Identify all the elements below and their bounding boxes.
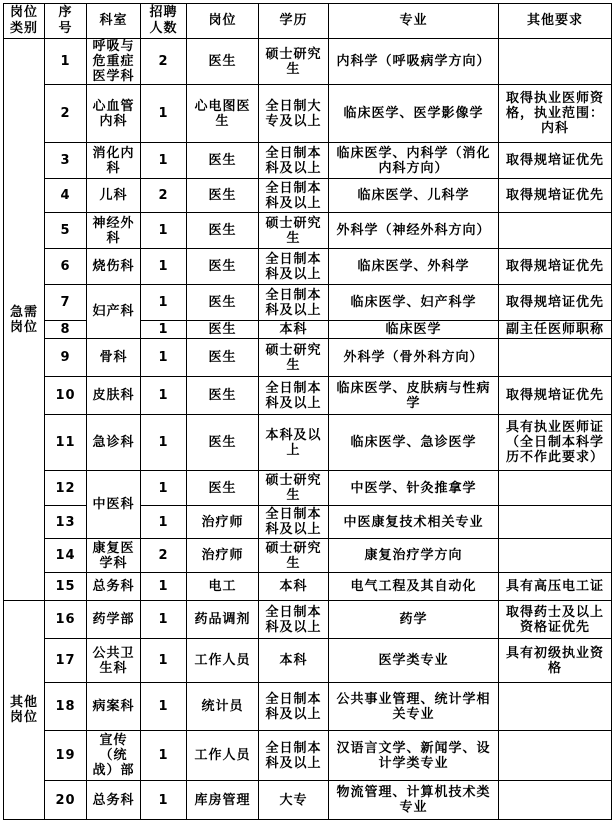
header-department: 科室 [87, 4, 141, 39]
education-cell: 硕士研究生 [259, 39, 329, 85]
department-cell: 心血管内科 [87, 85, 141, 143]
position-cell: 心电图医生 [187, 85, 259, 143]
education-cell: 硕士研究生 [259, 539, 329, 573]
header-row [4, 4, 612, 39]
table-row [4, 285, 612, 321]
education-cell: 全日制本科及以上 [259, 179, 329, 213]
recruitment-table [3, 3, 612, 820]
education-cell: 全日制本科及以上 [259, 683, 329, 731]
table-row [4, 85, 612, 143]
department-cell: 急诊科 [87, 415, 141, 471]
row-number-cell: 7 [45, 285, 87, 321]
table-row [4, 179, 612, 213]
department-cell: 宣传（统战）部 [87, 731, 141, 781]
position-cell: 医生 [187, 143, 259, 179]
department-cell: 总务科 [87, 573, 141, 601]
education-cell: 全日制本科及以上 [259, 285, 329, 321]
table-row [4, 249, 612, 285]
row-number-cell: 4 [45, 179, 87, 213]
position-cell: 统计员 [187, 683, 259, 731]
position-cell: 电工 [187, 573, 259, 601]
table-row [4, 377, 612, 415]
position-cell: 医生 [187, 377, 259, 415]
other-requirements-cell [499, 213, 612, 249]
position-cell: 工作人员 [187, 731, 259, 781]
position-cell: 药品调剂 [187, 601, 259, 639]
headcount-cell: 1 [141, 601, 187, 639]
headcount-cell: 2 [141, 539, 187, 573]
major-cell: 中医康复技术相关专业 [329, 506, 499, 539]
header-other-requirements: 其他要求 [499, 4, 612, 39]
other-requirements-cell [499, 39, 612, 85]
other-requirements-cell: 取得药士及以上资格证优先 [499, 601, 612, 639]
position-cell: 治疗师 [187, 539, 259, 573]
other-requirements-cell [499, 781, 612, 820]
major-cell: 医学类专业 [329, 639, 499, 683]
department-cell: 病案科 [87, 683, 141, 731]
position-cell: 医生 [187, 39, 259, 85]
education-cell: 全日制大专及以上 [259, 85, 329, 143]
header-category: 岗位类别 [4, 4, 45, 39]
position-cell: 医生 [187, 249, 259, 285]
other-requirements-cell [499, 683, 612, 731]
other-requirements-cell [499, 471, 612, 506]
education-cell: 本科 [259, 573, 329, 601]
other-requirements-cell [499, 539, 612, 573]
education-cell: 硕士研究生 [259, 213, 329, 249]
other-requirements-cell [499, 339, 612, 377]
education-cell: 本科及以上 [259, 415, 329, 471]
position-cell: 医生 [187, 471, 259, 506]
other-requirements-cell: 具有执业医师证（全日制本科学历不作此要求） [499, 415, 612, 471]
other-requirements-cell [499, 731, 612, 781]
row-number-cell: 19 [45, 731, 87, 781]
education-cell: 大专 [259, 781, 329, 820]
table-row [4, 339, 612, 377]
table-row [4, 639, 612, 683]
department-cell: 烧伤科 [87, 249, 141, 285]
row-number-cell: 9 [45, 339, 87, 377]
category-cell: 急需岗位 [4, 39, 45, 601]
row-number-cell: 12 [45, 471, 87, 506]
table-row [4, 471, 612, 506]
other-requirements-cell: 副主任医师职称 [499, 321, 612, 339]
major-cell: 临床医学、内科学（消化内科方向） [329, 143, 499, 179]
header-major: 专业 [329, 4, 499, 39]
major-cell: 中医学、针灸推拿学 [329, 471, 499, 506]
position-cell: 库房管理 [187, 781, 259, 820]
row-number-cell: 8 [45, 321, 87, 339]
major-cell: 临床医学、急诊医学 [329, 415, 499, 471]
education-cell: 硕士研究生 [259, 339, 329, 377]
headcount-cell: 1 [141, 339, 187, 377]
headcount-cell: 1 [141, 781, 187, 820]
department-cell: 神经外科 [87, 213, 141, 249]
other-requirements-cell: 具有初级执业资格 [499, 639, 612, 683]
education-cell: 全日制本科及以上 [259, 249, 329, 285]
department-cell: 总务科 [87, 781, 141, 820]
row-number-cell: 5 [45, 213, 87, 249]
education-cell: 全日制本科及以上 [259, 601, 329, 639]
position-cell: 医生 [187, 179, 259, 213]
table-row [4, 601, 612, 639]
education-cell: 全日制本科及以上 [259, 143, 329, 179]
headcount-cell: 2 [141, 179, 187, 213]
position-cell: 医生 [187, 321, 259, 339]
row-number-cell: 1 [45, 39, 87, 85]
headcount-cell: 1 [141, 415, 187, 471]
education-cell: 硕士研究生 [259, 471, 329, 506]
other-requirements-cell: 取得规培证优先 [499, 285, 612, 321]
department-cell: 呼吸与危重症医学科 [87, 39, 141, 85]
table-row [4, 143, 612, 179]
major-cell: 临床医学、外科学 [329, 249, 499, 285]
department-cell: 药学部 [87, 601, 141, 639]
major-cell: 药学 [329, 601, 499, 639]
header-education: 学历 [259, 4, 329, 39]
table-row [4, 539, 612, 573]
row-number-cell: 11 [45, 415, 87, 471]
education-cell: 本科 [259, 321, 329, 339]
headcount-cell: 1 [141, 471, 187, 506]
row-number-cell: 18 [45, 683, 87, 731]
other-requirements-cell: 具有高压电工证 [499, 573, 612, 601]
table-row [4, 573, 612, 601]
major-cell: 公共事业管理、统计学相关专业 [329, 683, 499, 731]
department-cell: 骨科 [87, 339, 141, 377]
position-cell: 治疗师 [187, 506, 259, 539]
major-cell: 临床医学、皮肤病与性病学 [329, 377, 499, 415]
row-number-cell: 14 [45, 539, 87, 573]
row-number-cell: 20 [45, 781, 87, 820]
row-number-cell: 16 [45, 601, 87, 639]
category-cell: 其他岗位 [4, 601, 45, 820]
major-cell: 临床医学、妇产科学 [329, 285, 499, 321]
table-body [4, 39, 612, 820]
other-requirements-cell: 取得规培证优先 [499, 179, 612, 213]
headcount-cell: 1 [141, 683, 187, 731]
table-row [4, 39, 612, 85]
other-requirements-cell: 取得规培证优先 [499, 377, 612, 415]
department-cell: 公共卫生科 [87, 639, 141, 683]
major-cell: 外科学（神经外科方向） [329, 213, 499, 249]
headcount-cell: 1 [141, 85, 187, 143]
major-cell: 电气工程及其自动化 [329, 573, 499, 601]
position-cell: 医生 [187, 415, 259, 471]
position-cell: 医生 [187, 213, 259, 249]
other-requirements-cell: 取得规培证优先 [499, 249, 612, 285]
table-row [4, 415, 612, 471]
table-row [4, 731, 612, 781]
education-cell: 全日制本科及以上 [259, 377, 329, 415]
headcount-cell: 1 [141, 213, 187, 249]
headcount-cell: 1 [141, 731, 187, 781]
major-cell: 外科学（骨外科方向） [329, 339, 499, 377]
education-cell: 全日制本科及以上 [259, 731, 329, 781]
row-number-cell: 10 [45, 377, 87, 415]
other-requirements-cell: 取得执业医师资格，执业范围：内科 [499, 85, 612, 143]
headcount-cell: 1 [141, 573, 187, 601]
major-cell: 内科学（呼吸病学方向） [329, 39, 499, 85]
header-headcount: 招聘人数 [141, 4, 187, 39]
department-cell: 康复医学科 [87, 539, 141, 573]
position-cell: 医生 [187, 339, 259, 377]
headcount-cell: 1 [141, 249, 187, 285]
major-cell: 物流管理、计算机技术类专业 [329, 781, 499, 820]
header-number [45, 4, 87, 39]
department-cell: 消化内科 [87, 143, 141, 179]
department-cell: 妇产科 [87, 285, 141, 339]
headcount-cell: 1 [141, 285, 187, 321]
table-row [4, 683, 612, 731]
other-requirements-cell: 取得规培证优先 [499, 143, 612, 179]
headcount-cell: 2 [141, 39, 187, 85]
major-cell: 临床医学、儿科学 [329, 179, 499, 213]
major-cell: 临床医学 [329, 321, 499, 339]
row-number-cell: 2 [45, 85, 87, 143]
headcount-cell: 1 [141, 377, 187, 415]
row-number-cell: 3 [45, 143, 87, 179]
headcount-cell: 1 [141, 321, 187, 339]
education-cell: 全日制本科及以上 [259, 506, 329, 539]
row-number-cell: 17 [45, 639, 87, 683]
header-number-label: 序号 [58, 5, 73, 36]
department-cell: 中医科 [87, 471, 141, 539]
headcount-cell: 1 [141, 506, 187, 539]
table-head [4, 4, 612, 39]
headcount-cell: 1 [141, 143, 187, 179]
row-number-cell: 15 [45, 573, 87, 601]
headcount-cell: 1 [141, 639, 187, 683]
major-cell: 康复治疗学方向 [329, 539, 499, 573]
other-requirements-cell [499, 506, 612, 539]
row-number-cell: 13 [45, 506, 87, 539]
education-cell: 本科 [259, 639, 329, 683]
major-cell: 临床医学、医学影像学 [329, 85, 499, 143]
table-row [4, 213, 612, 249]
position-cell: 医生 [187, 285, 259, 321]
row-number-cell: 6 [45, 249, 87, 285]
major-cell: 汉语言文学、新闻学、设计学类专业 [329, 731, 499, 781]
table-row [4, 781, 612, 820]
department-cell: 儿科 [87, 179, 141, 213]
position-cell: 工作人员 [187, 639, 259, 683]
department-cell: 皮肤科 [87, 377, 141, 415]
header-position: 岗位 [187, 4, 259, 39]
